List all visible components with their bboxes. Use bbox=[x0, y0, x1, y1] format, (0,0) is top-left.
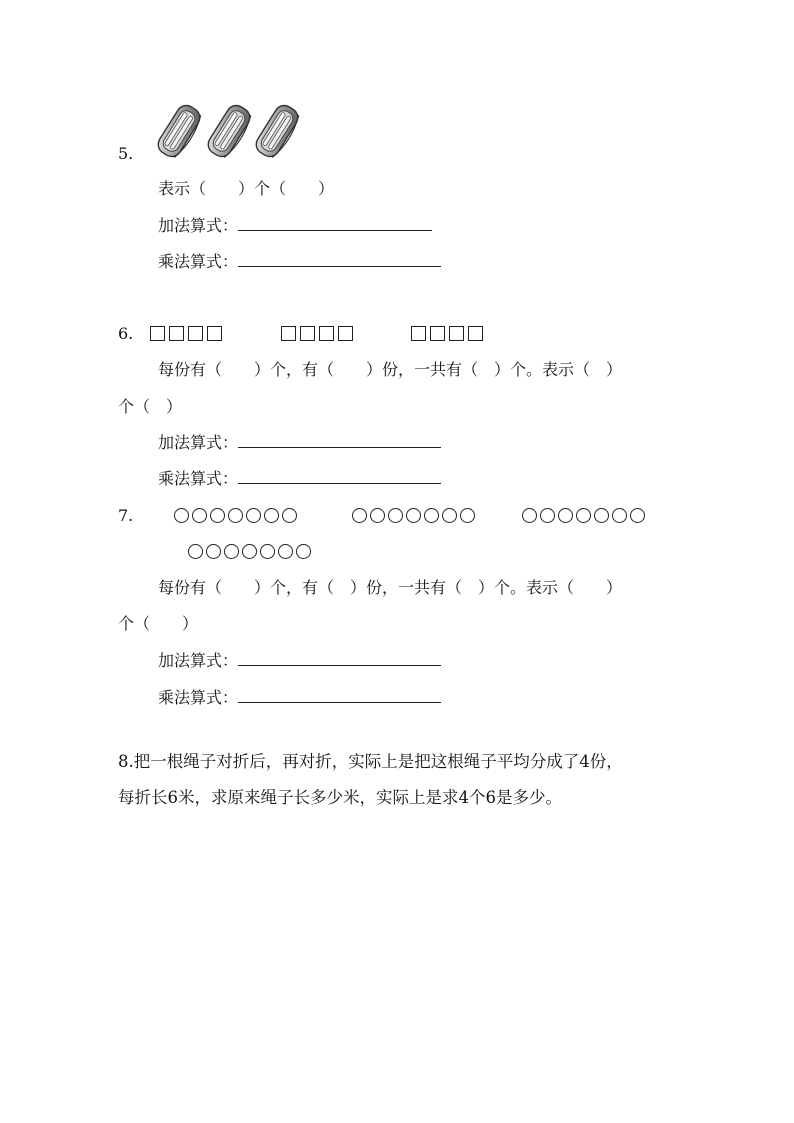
square-shape bbox=[430, 326, 445, 341]
q6-addition-label: 加法算式： bbox=[158, 433, 239, 452]
q7-multiplication-blank[interactable] bbox=[238, 688, 441, 703]
q6-multiplication-blank[interactable] bbox=[238, 469, 441, 484]
square-shape bbox=[449, 326, 464, 341]
circle-shape bbox=[460, 508, 475, 523]
circle-shape bbox=[224, 544, 239, 559]
circle-shape bbox=[558, 508, 573, 523]
square-shape bbox=[150, 326, 165, 341]
pencil-case-icon bbox=[248, 103, 306, 163]
q6-line1: 每份有（ ）个，有（ ）份，一共有（ ）个。表示（ ） bbox=[158, 360, 623, 379]
q7-addition-row bbox=[158, 651, 441, 671]
square-shape bbox=[411, 326, 426, 341]
circle-shape bbox=[278, 544, 293, 559]
q6-multiplication-label: 乘法算式： bbox=[158, 469, 239, 488]
circle-shape bbox=[260, 544, 275, 559]
circle-shape bbox=[192, 508, 207, 523]
q5-multiplication-row bbox=[158, 252, 441, 272]
square-group bbox=[411, 326, 487, 341]
q8-line1: 8.把一根绳子对折后，再对折，实际上是把这根绳子平均分成了4份， bbox=[118, 752, 623, 771]
q6-line2: 个（ ） bbox=[118, 397, 183, 416]
circle-shape bbox=[188, 544, 203, 559]
circle-shape bbox=[246, 508, 261, 523]
circle-shape bbox=[424, 508, 439, 523]
square-shape bbox=[188, 326, 203, 341]
circle-shape bbox=[406, 508, 421, 523]
q5-number: 5. bbox=[118, 144, 134, 163]
q6-addition-blank[interactable] bbox=[238, 433, 441, 448]
q7-addition-label: 加法算式： bbox=[158, 651, 239, 670]
q7-multiplication-label: 乘法算式： bbox=[158, 688, 239, 707]
q5-multiplication-label: 乘法算式： bbox=[158, 252, 239, 271]
square-shape bbox=[338, 326, 353, 341]
q6-addition-row bbox=[158, 433, 441, 453]
circle-shape bbox=[630, 508, 645, 523]
circle-shape bbox=[228, 508, 243, 523]
circle-group bbox=[188, 544, 314, 559]
q5-addition-row bbox=[158, 216, 432, 236]
q5-addition-label: 加法算式： bbox=[158, 216, 239, 235]
square-group bbox=[150, 326, 226, 341]
square-shape bbox=[468, 326, 483, 341]
circle-group bbox=[522, 508, 648, 523]
circle-shape bbox=[174, 508, 189, 523]
circle-shape bbox=[540, 508, 555, 523]
square-shape bbox=[281, 326, 296, 341]
circle-shape bbox=[296, 544, 311, 559]
q5-multiplication-blank[interactable] bbox=[238, 252, 441, 267]
q7-multiplication-row bbox=[158, 688, 441, 708]
q7-line1: 每份有（ ）个，有（ ）份，一共有（ ）个。表示（ ） bbox=[158, 578, 623, 597]
circle-shape bbox=[370, 508, 385, 523]
circle-shape bbox=[282, 508, 297, 523]
square-shape bbox=[300, 326, 315, 341]
q5-represent: 表示（ ）个（ ） bbox=[158, 179, 335, 198]
circle-shape bbox=[352, 508, 367, 523]
q8-line2: 每折长6米，求原来绳子长多少米，实际上是求4个6是多少。 bbox=[118, 788, 562, 807]
circle-shape bbox=[206, 544, 221, 559]
circle-group bbox=[352, 508, 478, 523]
square-group bbox=[281, 326, 357, 341]
q7-line2: 个（ ） bbox=[118, 614, 199, 633]
circle-shape bbox=[242, 544, 257, 559]
q6-number: 6. bbox=[118, 324, 134, 343]
circle-shape bbox=[594, 508, 609, 523]
circle-shape bbox=[612, 508, 627, 523]
circle-shape bbox=[522, 508, 537, 523]
circle-shape bbox=[210, 508, 225, 523]
q7-addition-blank[interactable] bbox=[238, 651, 441, 666]
q5-addition-blank[interactable] bbox=[238, 216, 432, 231]
square-shape bbox=[319, 326, 334, 341]
circle-shape bbox=[576, 508, 591, 523]
q7-number: 7. bbox=[118, 506, 134, 525]
circle-shape bbox=[264, 508, 279, 523]
circle-group bbox=[174, 508, 300, 523]
square-shape bbox=[207, 326, 222, 341]
square-shape bbox=[169, 326, 184, 341]
circle-shape bbox=[388, 508, 403, 523]
circle-shape bbox=[442, 508, 457, 523]
q6-multiplication-row bbox=[158, 469, 441, 489]
